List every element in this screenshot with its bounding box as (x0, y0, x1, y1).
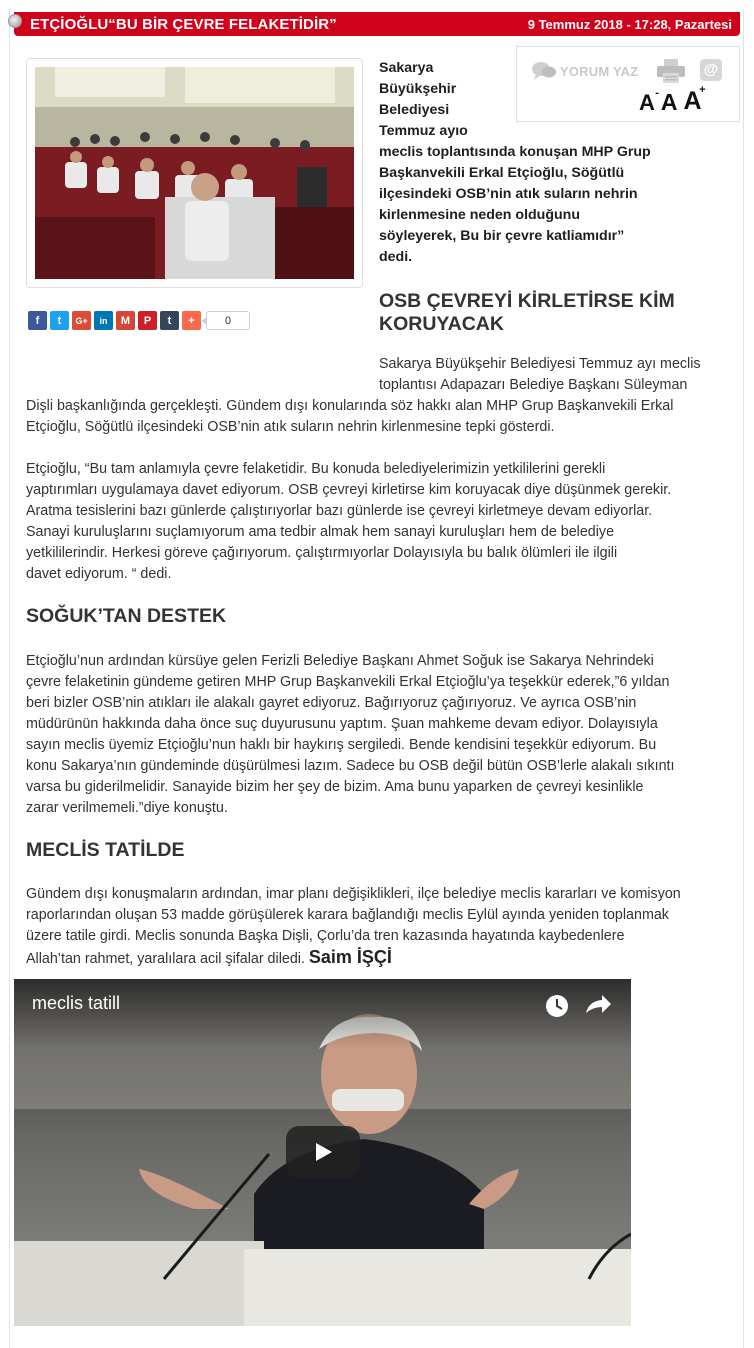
paragraph-line: zarar verilmemeli.”diye konuştu. (26, 800, 228, 816)
paragraph-line: Etçioğlu, Söğütlü ilçesindeki OSB’nin atık suların nehrin kirlenmesine tepki gösterdi. (26, 419, 555, 435)
paragraph-line: Dişli başkanlığında gerçekleşti. Gündem dışı konularında söz hakkı alan MHP Grup Başkanvekili Erkal (26, 398, 674, 414)
font-decrease-letter: A (639, 90, 655, 115)
lead-line: söyleyerek, Bu bir çevre katliamıdır” (379, 228, 625, 244)
paragraph-quote (26, 459, 671, 585)
comment-bubbles-icon (531, 61, 557, 81)
comment-button-label: YORUM YAZ (560, 63, 639, 79)
watch-later-icon[interactable] (546, 995, 568, 1017)
gmail-icon[interactable]: M (116, 311, 135, 330)
paragraph-line: davet ediyorum. “ dedi. (26, 566, 172, 582)
article-header-bar (14, 12, 740, 36)
paragraph-line: Etçioğlu, “Bu tam anlamıyla çevre felaketidir. Bu konuda belediyelerimizin yetkililerini gerekli (26, 461, 606, 477)
lead-line: Sakarya (379, 60, 434, 76)
lead-line: meclis toplantısında konuşan MHP Grup (379, 144, 651, 160)
lead-line: dedi. (379, 249, 413, 265)
paragraph-intro-a (379, 354, 701, 396)
linkedin-icon[interactable]: in (94, 311, 113, 330)
print-button[interactable] (657, 59, 685, 88)
section-heading-tatil: MECLİS TATİLDE (26, 839, 185, 861)
paragraph-line: sayın meclis üyemiz Etçioğlu’nun haklı bir haykırış sergiledi. Bende kendisini teşekkür ediyorum. Bu (26, 737, 657, 753)
paragraph-line: toplantısı Adapazarı Belediye Başkanı Süleyman (379, 377, 688, 393)
more-share-icon[interactable]: + (182, 311, 201, 330)
paragraph-intro-b (26, 396, 673, 438)
heading-line: OSB ÇEVREYİ KİRLETİRSE KİM (379, 290, 675, 312)
email-button[interactable]: @ (700, 59, 722, 81)
paragraph-line: raporlarından oluşan 53 madde görüşülerek karara bağlandığı meclis Eylül ayında yeniden toplanmak (26, 907, 669, 923)
comment-button[interactable] (531, 61, 638, 81)
paragraph-line: konu Sakarya’nın gündeminde düşürülmesi lazım. Sadece bu OSB değil bütün OSB’lerle alakalı sıkıntı (26, 758, 675, 774)
twitter-icon[interactable]: t (50, 311, 69, 330)
facebook-icon[interactable]: f (28, 311, 47, 330)
font-reset-letter: A (660, 89, 678, 115)
paragraph-line: yaptırımları uygulamaya davet ediyorum. OSB çevreyi kirletirse kim koruyacak diye düşünmek gerekir. (26, 482, 672, 498)
paragraph-line: Gündem dışı konuşmaların ardından, imar planı değişiklikleri, ilçe belediye meclis kararları ve komisyon (26, 886, 681, 902)
paragraph-line-last (26, 947, 681, 970)
lead-line: Büyükşehir (379, 81, 457, 97)
paragraph-line: üzere tatile girdi. Meclis sonunda Başka Dişli, Çorlu’da tren kazasında hayatında kaybedenlere (26, 928, 625, 944)
paragraph-tatil (26, 884, 681, 970)
paragraph-line: Sanayi kuruluşlarını suçlamıyorum ama tedbir almak hem sanayi kuruluşları hem de belediye (26, 524, 615, 540)
heading-line: KORUYACAK (379, 313, 504, 335)
author-name: Saim İŞÇİ (308, 947, 392, 967)
font-size-controls (639, 84, 706, 116)
video-title[interactable]: meclis tatill (32, 993, 121, 1013)
share-count: 0 (206, 311, 250, 330)
lead-line: ilçesindeki OSB’nin atık suların nehrin (379, 186, 638, 202)
section-heading-soguk: SOĞUK’TAN DESTEK (26, 605, 227, 627)
plus-mark: + (699, 84, 706, 96)
lead-photo (35, 67, 354, 279)
lead-photo-frame (26, 58, 363, 288)
paragraph-line: varsa bu giderilmelidir. Sanayide bizim her şey de bizim. Ama bunu yaparken de çevreyi kesinlikle (26, 779, 644, 795)
header-bullet-icon (8, 14, 22, 28)
tumblr-icon[interactable]: t (160, 311, 179, 330)
article-tools (516, 46, 740, 122)
google-plus-icon[interactable]: G+ (72, 311, 91, 330)
paragraph-line: çevre felaketinin gündeme getiren MHP Grup Başkanvekili Erkal Etçioğlu’ya teşekkür ederek,”6 yıldan (26, 674, 670, 690)
printer-icon (657, 59, 685, 83)
font-increase-letter: A (683, 87, 702, 115)
paragraph-line: yetkililerindir. Herkesi göreve çağırıyorum. çalıştırmıyorlar Dolayısıyla bu balık ölümleri ile ilgili (26, 545, 618, 561)
play-icon (312, 1141, 334, 1163)
pinterest-icon[interactable]: P (138, 311, 157, 330)
video-player[interactable] (14, 979, 631, 1326)
section-heading-osb (379, 290, 675, 336)
lead-line: kirlenmesine neden olduğunu (379, 207, 581, 223)
lead-line: Başkanvekili Erkal Etçioğlu, Söğütlü (379, 165, 625, 181)
font-decrease-button[interactable] (639, 87, 659, 116)
minus-mark: - (655, 87, 659, 99)
article-title: ETÇİOĞLU“BU BİR ÇEVRE FELAKETİDİR” (30, 15, 337, 33)
lead-line: Temmuz ayıo (379, 123, 468, 139)
play-button[interactable] (286, 1126, 360, 1178)
font-increase-button[interactable] (683, 84, 706, 116)
social-share-bar (28, 311, 250, 330)
paragraph-line: müdürünün hakkında daha önce suç duyurusunu yaptım. Şuan mahkeme devam ediyor. Dolayısıyla (26, 716, 658, 732)
paragraph-line: Etçioğlu’nun ardından kürsüye gelen Ferizli Belediye Başkanı Ahmet Soğuk ise Sakarya Nehrindeki (26, 653, 654, 669)
paragraph-line: Allah’tan rahmet, yaralılara acil şifalar diledi. (26, 951, 305, 967)
lead-line: Belediyesi (379, 102, 450, 118)
paragraph-line: Sakarya Büyükşehir Belediyesi Temmuz ayı meclis (379, 356, 701, 372)
paragraph-line: Aratma tesislerini bazı günlerde çalıştırıyorlar bazı günlerde ise çevreyi kirletmeye devam ediyorlar. (26, 503, 653, 519)
paragraph-soguk (26, 651, 674, 819)
paragraph-line: beri bizler OSB’nin atıkları ile alakalı gayret ediyoruz. Bağırıyoruz çağırıyoruz. Ve ayrıca OSB’nin (26, 695, 637, 711)
font-reset-button[interactable] (661, 89, 678, 116)
article-date: 9 Temmuz 2018 - 17:28, Pazartesi (527, 16, 732, 32)
